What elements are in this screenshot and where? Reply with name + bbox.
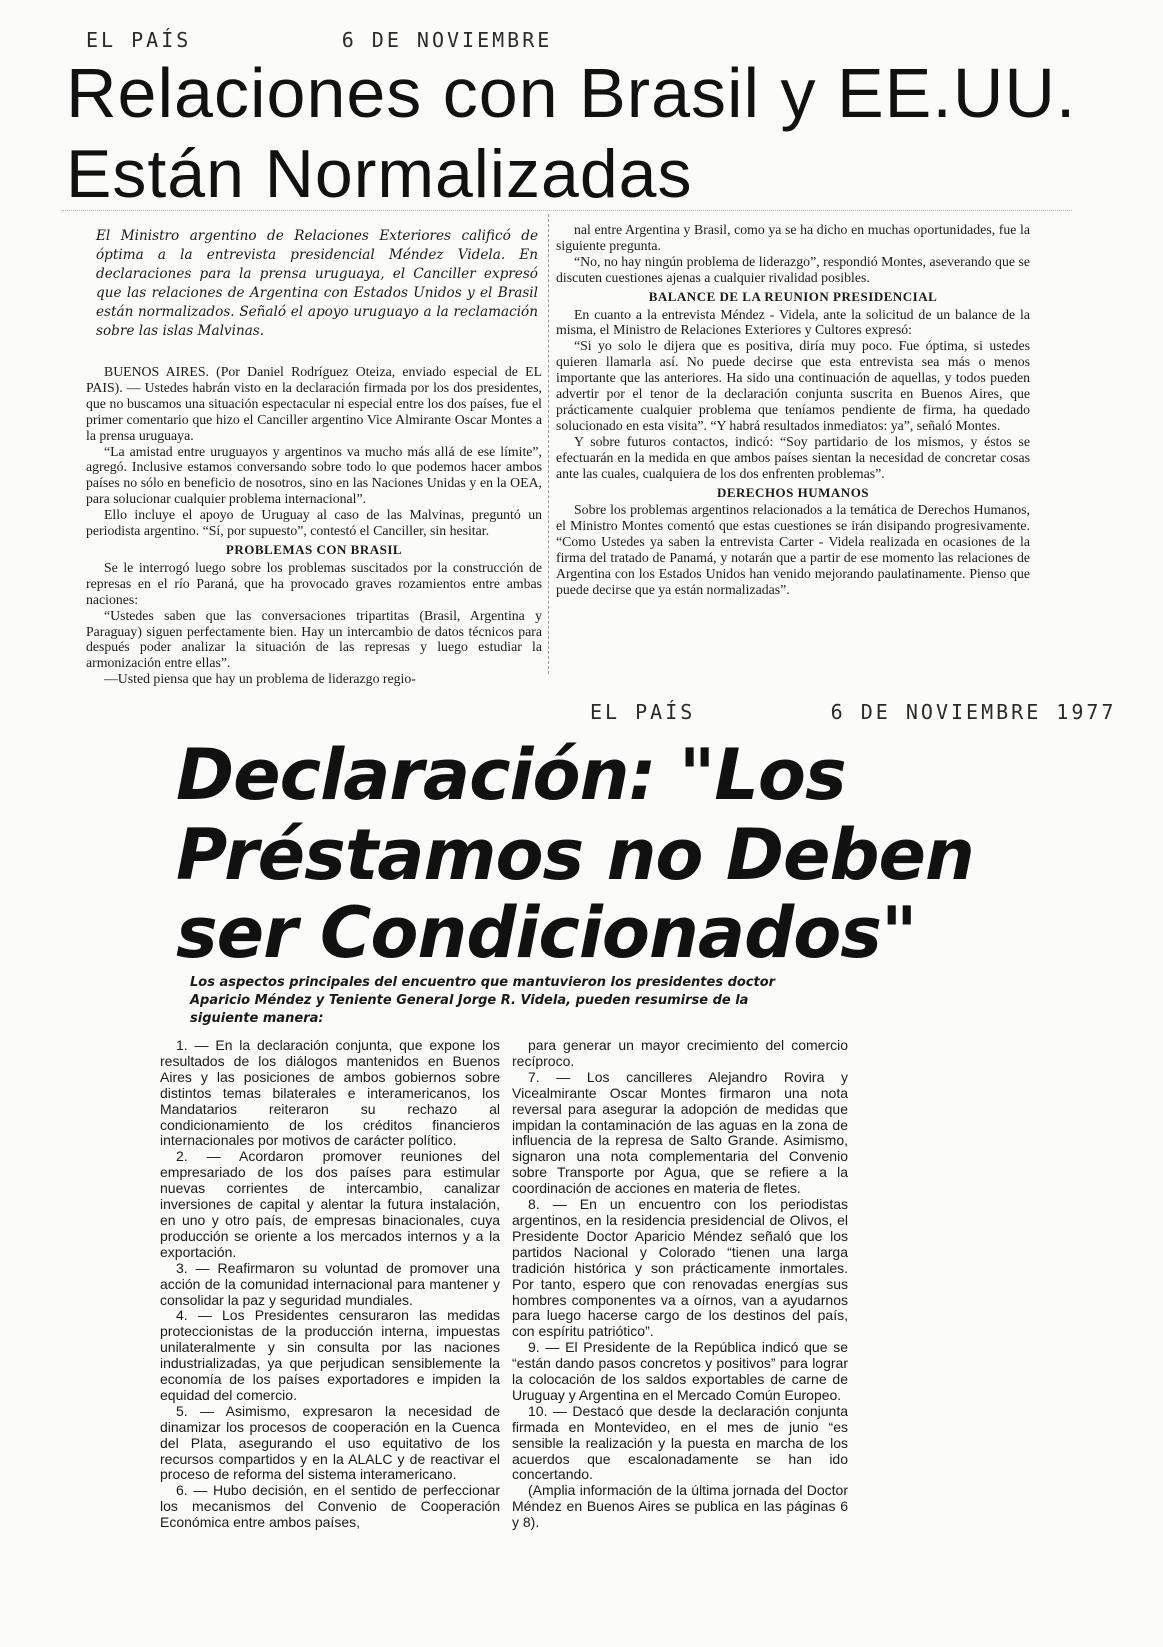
paragraph: En cuanto a la entrevista Méndez - Videla, ante la solicitud de un balance de la misma, el Ministro de Relaciones Exteriores y Cultores expresó:	[556, 306, 1030, 338]
article2-title-line1: Declaración: "Los	[176, 734, 846, 816]
paragraph: 5. — Asimismo, expresaron la necesidad de dinamizar los procesos de cooperación en la Cuenca del Plata, asegurando el uso equitativo de los recursos compartidos y en la ALALC y de reactivar el proceso de reforma del sistema interamericano.	[160, 1402, 500, 1483]
article1-lead: El Ministro argentino de Relaciones Exteriores calificó de óptima a la entrevista presidencial Méndez Videla. En declaraciones para la prensa uruguaya, el Canciller expresó que las relaciones de Argentina con Estados Unidos y el Brasil están normalizados. Señaló el apoyo uruguayo a la reclamación sobre las islas Malvinas.	[96, 228, 538, 339]
paragraph: 3. — Reafirmaron su voluntad de promover una acción de la comunidad internacional para mantener y consolidar la paz y seguridad mundiales.	[160, 1259, 500, 1308]
paragraph: Se le interrogó luego sobre los problemas suscitados por la construcción de represas en el río Paraná, que ha provocado graves rozamientos entre ambas naciones:	[86, 559, 542, 607]
paragraph: 8. — En un encuentro con los periodistas argentinos, en la residencia presidencial de Olivos, el Presidente Doctor Aparicio Méndez señaló que los partidos Nacional y Colorado “tienen una larga tradición histórica y son prácticamente inmortales. Por tanto, espero que con renovadas energías sus hombres componentes va a oírnos, van a ayudarnos para luego hacerse cargo de los destinos del país, con espíritu patriótico”.	[512, 1196, 848, 1340]
article2-title-line3: ser Condicionados"	[176, 892, 917, 974]
subheading-derechos-humanos: DERECHOS HUMANOS	[716, 484, 870, 500]
paragraph: 4. — Los Presidentes censuraron las medidas proteccionistas de la producción interna, impuestas unilateralmente y sin consulta por las naciones industrializadas, ya que perjudican sensiblemente la economía de los países exportadores e impiden la equidad del comercio.	[160, 1307, 500, 1403]
paragraph: 2. — Acordaron promover reuniones del empresariado de los dos países para estimular nuevas corrientes de intercambio, canalizar inversiones de capital y alentar la futura instalación, en uno y otro país, de empresas binacionales, cuya producción se oriente a los mercados internos y a la exportación.	[160, 1148, 500, 1260]
article2-column-right	[512, 1038, 848, 1531]
paragraph: para generar un mayor crecimiento del comercio recíproco.	[512, 1037, 848, 1069]
paragraph: Ello incluye el apoyo de Uruguay al caso de las Malvinas, preguntó un periodista argentino. “Sí, por supuesto”, contestó el Canciller, sin hesitar.	[86, 507, 542, 539]
paragraph: 10. — Destacó que desde la declaración conjunta firmada en Montevideo, en el mes de junio “es sensible la realización y la puesta en marcha de los acuerdos que escalonadamente se han ido concertando.	[512, 1402, 848, 1483]
paragraph: “No, no hay ningún problema de liderazgo”, respondió Montes, aseverando que se discuten cuestiones ajenas a cualquier rivalidad posibles.	[556, 253, 1030, 285]
subheading-balance: BALANCE DE LA REUNION PRESIDENCIAL	[648, 288, 938, 304]
subheading-problemas-con-brasil: PROBLEMAS CON BRASIL	[225, 541, 403, 557]
article1-title-line1: Relaciones con Brasil y EE.UU.	[66, 54, 1077, 132]
paragraph: nal entre Argentina y Brasil, como ya se ha dicho en muchas oportunidades, fue la siguiente pregunta.	[556, 222, 1030, 253]
paragraph: 6. — Hubo decisión, en el sentido de perfeccionar los mecanismos del Convenio de Cooperación Económica entre ambos países,	[160, 1482, 500, 1531]
article1-column-left	[86, 364, 542, 687]
paragraph: “La amistad entre uruguayos y argentinos va mucho más allá de ese límite”, agregó. Inclusive estamos conversando sobre todo lo que podemos hacer ambos países no sólo en beneficio de nosotros, sino en las Naciones Unidas y en la OEA, para solucionar cualquier problema internacional”.	[86, 443, 542, 507]
article1-title-line2: Están Normalizadas	[66, 136, 693, 212]
paragraph: Sobre los problemas argentinos relacionados a la temática de Derechos Humanos, el Ministro Montes comentó que estas cuestiones se irán disipando progresivamente. “Como Ustedes ya saben la entrevista Carter - Videla realizada en ocasiones de la firma del tratado de Panamá, y notarán que a partir de ese momento las relaciones de Argentina con los Estados Unidos han venido mejorando paulatinamente. Pienso que puede decirse que ya están normalizadas”.	[556, 502, 1030, 597]
paragraph: 7. — Los cancilleres Alejandro Rovira y Vicealmirante Oscar Montes firmaron una nota reversal para asegurar la adopción de medidas que impidan la contaminación de las aguas en la zona de influencia de la represa de Salto Grande. Asimismo, signaron una nota complementaria del Convenio sobre Transporte por Agua, que se refiere a la coordinación de acciones en materia de fletes.	[512, 1068, 848, 1197]
article2-lead: Los aspectos principales del encuentro que mantuvieron los presidentes doctor Aparicio Méndez y Teniente General Jorge R. Videla, pueden resumirse de la siguiente manera:	[190, 975, 776, 1026]
paragraph: “Ustedes saben que las conversaciones tripartitas (Brasil, Argentina y Paraguay) siguen perfectamente bien. Hay un intercambio de datos técnicos para después poder analizar la situación de las represas y luego estudiar la armonización entre ellas”.	[86, 607, 542, 671]
paragraph: 1. — En la declaración conjunta, que expone los resultados de los diálogos mantenidos en Buenos Aires y las posiciones de ambos gobiernos sobre distintos temas bilaterales e interamericanos, los Mandatarios reiteraron su rechazo al condicionamiento de los créditos financieros internacionales por motivos de carácter político.	[160, 1037, 500, 1149]
paragraph: 9. — El Presidente de la República indicó que se “están dando pasos concretos y positivos” para lograr la colocación de los saldos exportables de carne de Uruguay y Argentina en el Mercado Común Europeo.	[512, 1339, 848, 1403]
paragraph: BUENOS AIRES. (Por Daniel Rodríguez Oteiza, enviado especial de EL PAIS). — Ustedes habrán visto en la declaración firmada por los dos presidentes, que no buscamos una situación espectacular ni especial entre los dos países, fue el primer comentario que hizo el Canciller argentino Vice Almirante Oscar Montes a la prensa uruguaya.	[86, 364, 542, 443]
column-divider	[548, 214, 549, 674]
article2-column-left	[160, 1038, 500, 1531]
paragraph: Y sobre futuros contactos, indicó: “Soy partidario de los mismos, y éstos se efectuarán en la medida en que ambos países sientan la necesidad de concretar cosas ante las cuales, cualquiera de los dos enfrenten problemas”.	[556, 433, 1030, 481]
paragraph: (Amplia información de la última jornada del Doctor Méndez en Buenos Aires se publica en las páginas 6 y 8).	[512, 1482, 848, 1531]
handwritten-note-top: EL PAÍS 6 DE NOVIEMBRE	[86, 28, 553, 52]
paragraph: “Si yo solo le dijera que es positiva, diría muy poco. Fue óptima, si ustedes quieren llamarla así. No puede decirse que esta entrevista sea más o menos importante que las anteriores. Ha sido una continuación de aquellas, y todos pueden advertir por el tenor de la declaración conjunta suscrita en Buenos Aires, que prácticamente cualquier problema que teníamos pendiente de firma, ha quedado solucionado en esta visita”. “Y habrá resultados inmediatos: ya”, señaló Montes.	[556, 338, 1030, 433]
article2-title-line2: Préstamos no Deben	[176, 814, 974, 896]
paragraph: —Usted piensa que hay un problema de liderazgo regio-	[104, 671, 416, 687]
handwritten-note-middle: EL PAÍS 6 DE NOVIEMBRE 1977	[590, 700, 1117, 724]
article1-column-right	[556, 222, 1030, 598]
